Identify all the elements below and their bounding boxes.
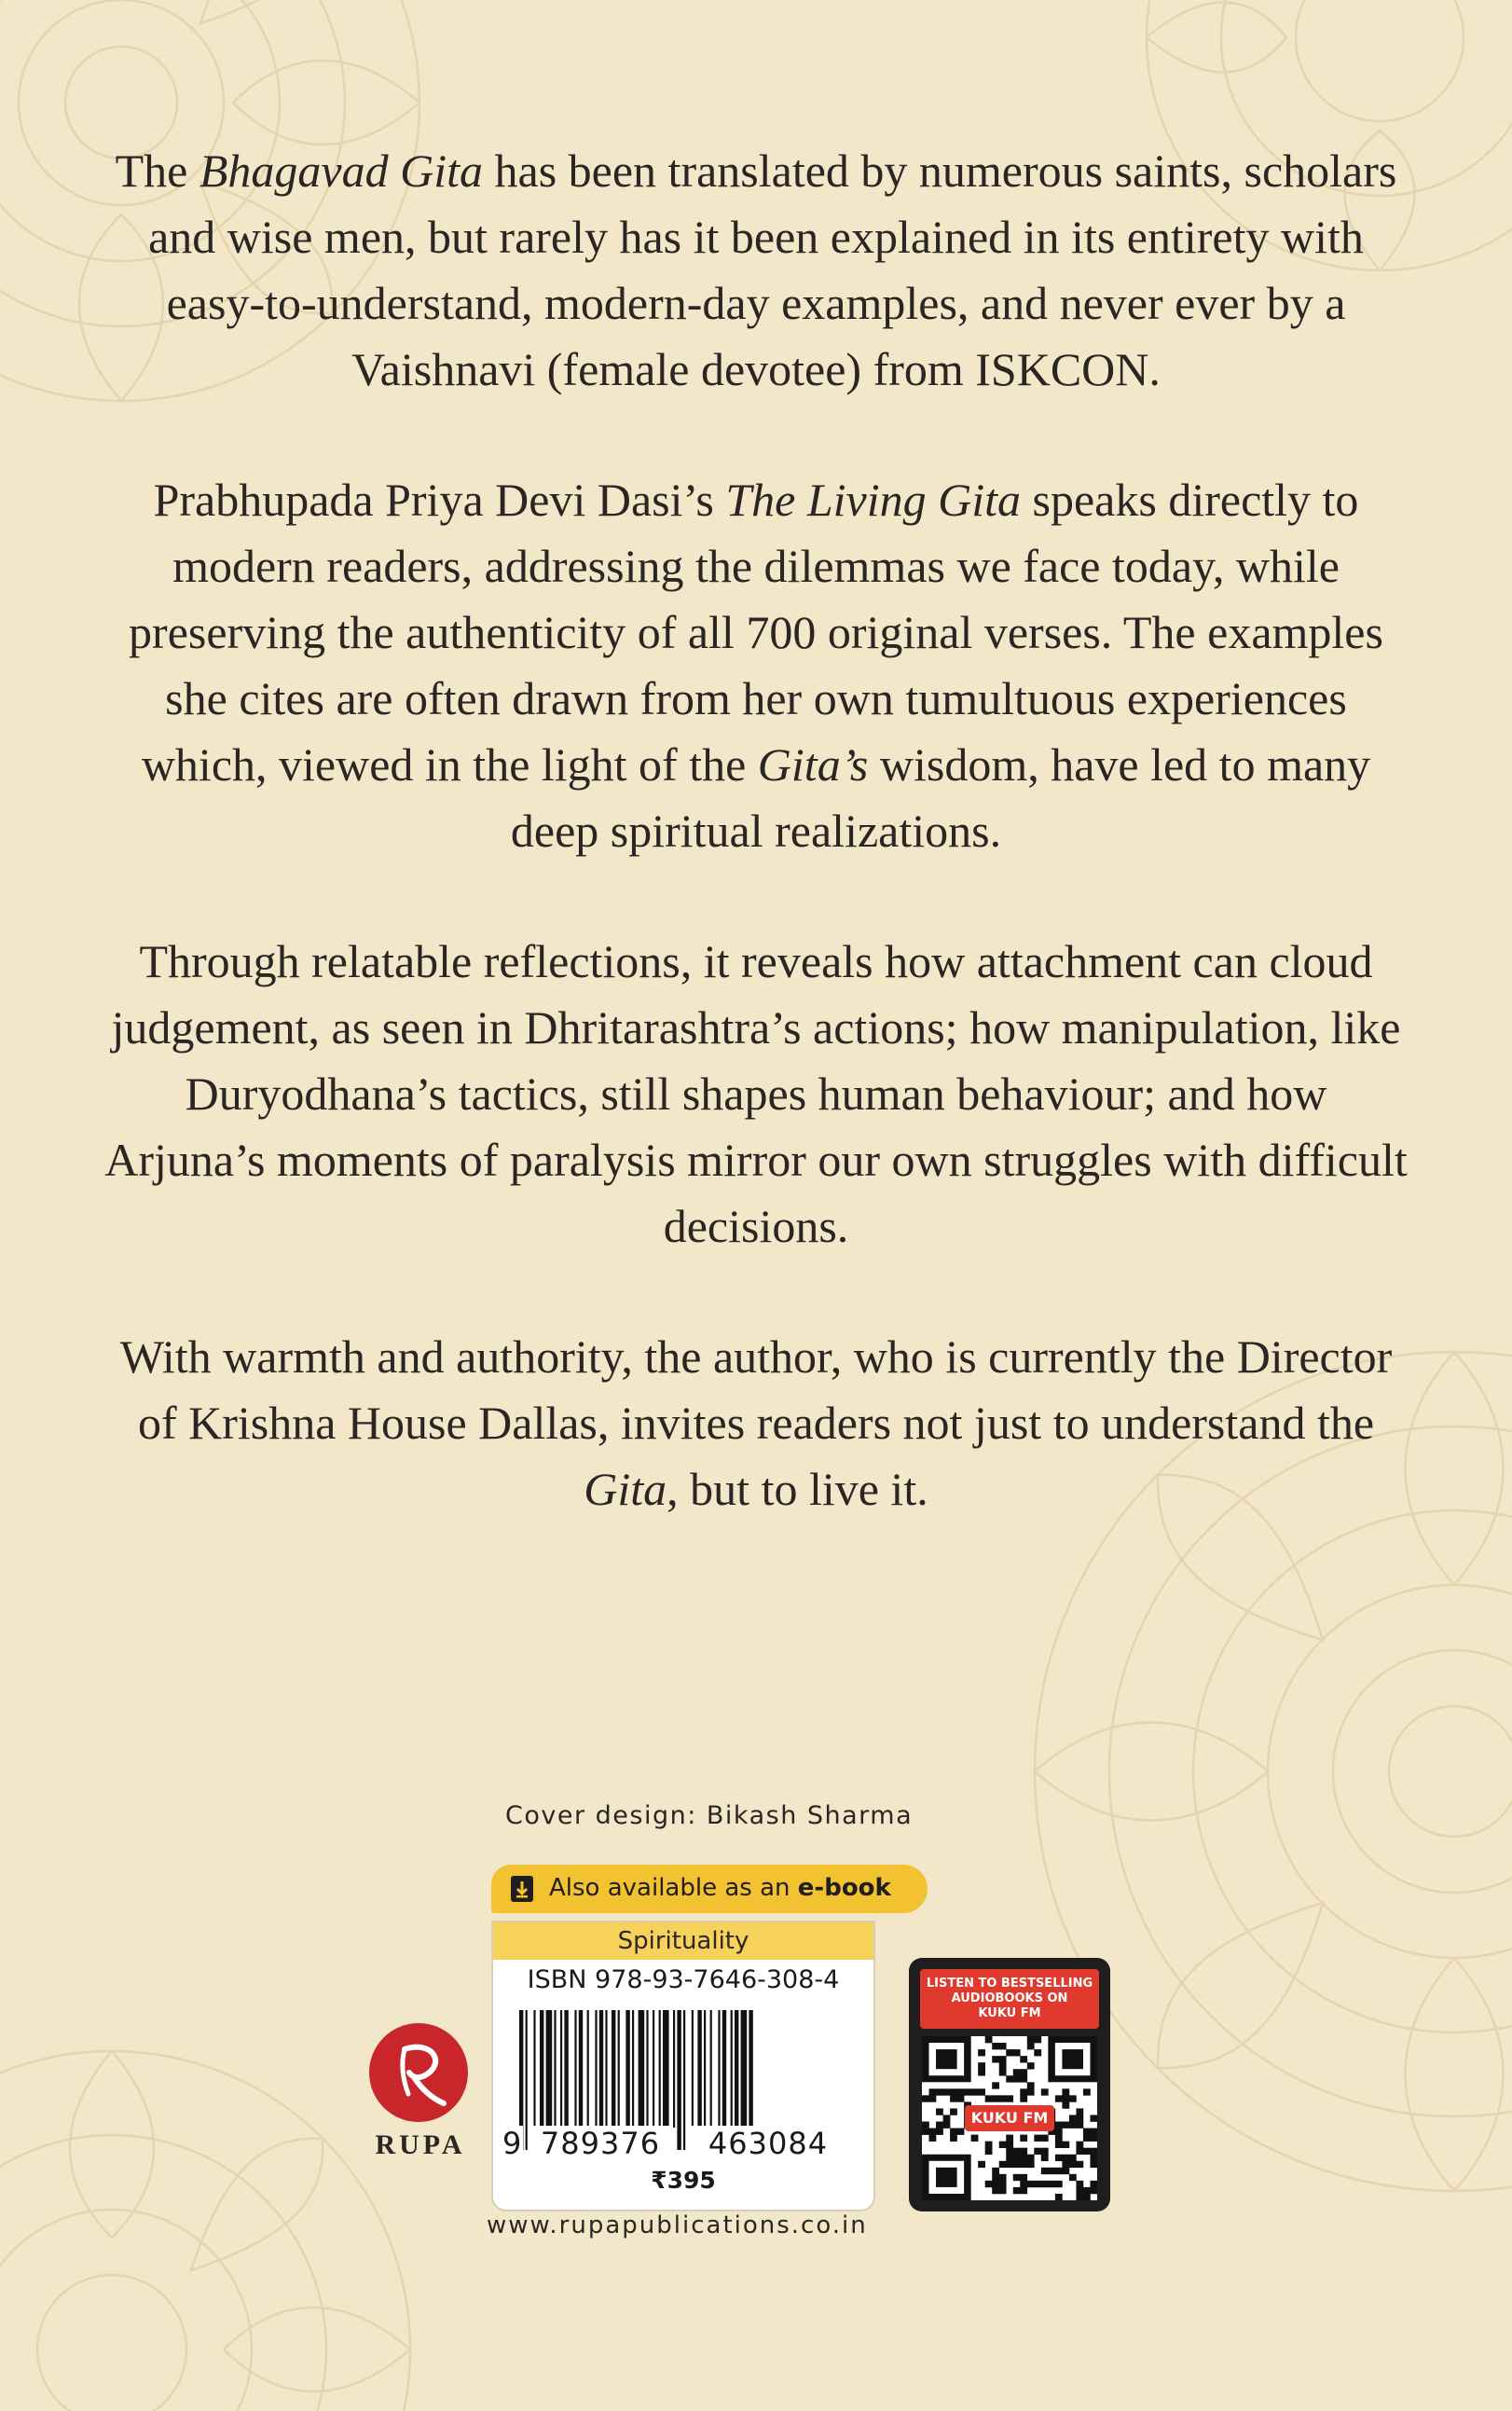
qr-module [1090, 2161, 1097, 2168]
qr-module [950, 2129, 957, 2135]
kuku-banner-line-3: KUKU FM [978, 2006, 1041, 2020]
qr-module [1062, 2088, 1069, 2095]
qr-module [1013, 2069, 1021, 2075]
qr-module [950, 2088, 957, 2095]
barcode-bar [735, 2010, 738, 2128]
qr-module [1083, 2135, 1091, 2142]
qr-module [992, 2181, 999, 2187]
qr-module [1034, 2049, 1041, 2056]
qr-module [1083, 2194, 1091, 2200]
qr-module [1006, 2161, 1013, 2168]
qr-module [999, 2187, 1007, 2194]
qr-module [1083, 2187, 1091, 2194]
barcode-bar [560, 2010, 562, 2128]
download-icon [508, 1875, 536, 1903]
category-label: Spirituality [493, 1922, 873, 1960]
qr-module [1090, 2181, 1097, 2187]
italic-title-run: Bhagavad Gita [199, 145, 484, 197]
qr-module [1034, 2036, 1041, 2043]
barcode-bar [579, 2010, 583, 2128]
qr-module [1090, 2115, 1097, 2121]
qr-module [999, 2056, 1007, 2062]
qr-module [1069, 2161, 1077, 2168]
qr-module [1076, 2108, 1083, 2115]
barcode-bar [639, 2010, 645, 2128]
barcode-bar [697, 2010, 701, 2128]
rupa-logo-icon [367, 2021, 470, 2124]
barcode-bar [612, 2010, 615, 2128]
barcode-bar [677, 2010, 680, 2150]
qr-module [1055, 2122, 1063, 2129]
italic-title-run: The Living Gita [725, 474, 1022, 526]
qr-module [929, 2095, 937, 2101]
qr-module [999, 2174, 1007, 2181]
italic-title-run: Gita’s [757, 738, 869, 791]
qr-module [971, 2088, 979, 2095]
isbn-text: ISBN 978-93-7646-308-4 [527, 1965, 840, 1994]
qr-module [1062, 2142, 1069, 2148]
qr-module [985, 2036, 993, 2043]
qr-module [999, 2095, 1007, 2101]
qr-finder-pattern [1062, 2049, 1083, 2069]
qr-module [1020, 2075, 1027, 2082]
kuku-fm-logo: KUKU FM [965, 2105, 1054, 2131]
qr-module [1020, 2135, 1027, 2142]
barcode-bar [599, 2010, 603, 2128]
qr-module [992, 2168, 999, 2174]
qr-module [1020, 2069, 1027, 2075]
qr-module [1020, 2181, 1027, 2187]
text-run: The [115, 145, 199, 197]
qr-module [1013, 2049, 1021, 2056]
qr-module [978, 2049, 985, 2056]
qr-module [1020, 2148, 1027, 2155]
qr-finder-pattern [936, 2049, 957, 2069]
qr-module [978, 2062, 985, 2069]
qr-module [1076, 2142, 1083, 2148]
qr-module [936, 2129, 943, 2135]
qr-module [978, 2069, 985, 2075]
barcode-bar [663, 2010, 669, 2128]
qr-module [922, 2095, 929, 2101]
qr-module [957, 2088, 965, 2095]
qr-module [999, 2181, 1007, 2187]
qr-module [999, 2043, 1007, 2049]
barcode-bar [741, 2010, 748, 2128]
barcode-bar [692, 2010, 694, 2128]
qr-module [999, 2161, 1007, 2168]
qr-module [1006, 2148, 1013, 2155]
blurb-paragraph-2 [103, 467, 1409, 864]
barcode-bar [722, 2010, 726, 2128]
qr-module [1048, 2181, 1055, 2187]
blurb-paragraph-4 [103, 1324, 1409, 1522]
barcode-bar [587, 2010, 589, 2128]
qr-module [1076, 2122, 1083, 2129]
qr-module [1013, 2075, 1021, 2082]
price: ₹395 [651, 2167, 716, 2194]
qr-module [1076, 2161, 1083, 2168]
qr-module [1027, 2043, 1035, 2049]
qr-module [943, 2088, 951, 2095]
qr-module [1020, 2174, 1027, 2181]
isbn-barcode-label [491, 1921, 875, 2211]
qr-module [1006, 2075, 1013, 2082]
qr-module [1027, 2181, 1035, 2187]
qr-module [1090, 2155, 1097, 2161]
publisher-website: www.rupapublications.co.in [487, 2211, 868, 2239]
kuku-banner [920, 1969, 1099, 2029]
barcode-bar [564, 2010, 568, 2128]
text-run: , but to live it. [667, 1463, 928, 1515]
qr-module [1027, 2155, 1035, 2161]
qr-module [992, 2082, 999, 2088]
qr-module [1048, 2168, 1055, 2174]
qr-module [1076, 2148, 1083, 2155]
qr-module [971, 2135, 979, 2142]
barcode-bar [625, 2010, 629, 2128]
barcode-bar [673, 2010, 675, 2128]
text-run: With warmth and authority, the author, who is currently the Director of Krishna House Dallas, invites readers not just to understand the [119, 1330, 1393, 1449]
text-run: wisdom, have led to many deep spiritual realizations. [510, 738, 1371, 857]
qr-module [922, 2129, 929, 2135]
qr-module [922, 2122, 929, 2129]
qr-module [950, 2095, 957, 2101]
qr-module [1020, 2187, 1027, 2194]
qr-module [1041, 2181, 1049, 2187]
qr-module [1090, 2135, 1097, 2142]
qr-module [999, 2142, 1007, 2148]
qr-module [1034, 2181, 1041, 2187]
qr-module [1020, 2161, 1027, 2168]
italic-title-run: Gita [584, 1463, 667, 1515]
qr-module [1013, 2174, 1021, 2181]
qr-module [1055, 2095, 1063, 2101]
barcode-bar [632, 2010, 634, 2128]
text-run: has been translated by numerous saints, scholars and wise men, but rarely has it been explained in its entirety with easy-to-understand, modern-day examples, and never ever by a Vaishnavi (female devotee) from ISKCON. [148, 145, 1397, 395]
qr-module [936, 2122, 943, 2129]
qr-module [957, 2129, 965, 2135]
qr-module [1041, 2155, 1049, 2161]
qr-module [992, 2043, 999, 2049]
qr-module [1069, 2122, 1077, 2129]
kuku-banner-line-1: LISTEN TO BESTSELLING [926, 1977, 1093, 1991]
qr-module [1006, 2049, 1013, 2056]
qr-module [1006, 2095, 1013, 2101]
qr-module [1027, 2062, 1035, 2069]
qr-module [1034, 2148, 1041, 2155]
barcode-bar [683, 2010, 685, 2150]
barcode-bar [554, 2010, 556, 2128]
blurb-paragraph-3 [103, 929, 1409, 1260]
qr-module [992, 2095, 999, 2101]
qr-module [1034, 2135, 1041, 2142]
ebook-availability-tab [491, 1865, 928, 1913]
qr-module [1041, 2168, 1049, 2174]
qr-module [964, 2088, 971, 2095]
qr-module [1041, 2088, 1049, 2095]
barcode-bar [646, 2010, 648, 2128]
qr-module [1027, 2088, 1035, 2095]
ebook-text: Also available as an e-book [549, 1874, 891, 1902]
qr-module [1083, 2088, 1091, 2095]
qr-module [1062, 2095, 1069, 2101]
qr-module [1020, 2088, 1027, 2095]
qr-module [1062, 2155, 1069, 2161]
qr-module [1076, 2181, 1083, 2187]
qr-module [1006, 2135, 1013, 2142]
kuku-banner-line-2: AUDIOBOOKS ON [951, 1991, 1068, 2005]
qr-module [1090, 2148, 1097, 2155]
barcode-bar [659, 2010, 661, 2128]
qr-module [1076, 2115, 1083, 2121]
qr-module [943, 2115, 951, 2121]
barcode-bar [546, 2010, 553, 2128]
qr-module [957, 2095, 965, 2101]
text-run: speaks directly to modern readers, addressing the dilemmas we face today, while preserving the authenticity of all 700 original verses. The examples she cites are often drawn from her own tumultuous experiences which, viewed in the light of the [129, 474, 1383, 791]
qr-module [1062, 2101, 1069, 2108]
qr-module [1069, 2155, 1077, 2161]
text-run: Prabhupada Priya Devi Dasi’s [153, 474, 726, 526]
qr-module [978, 2088, 985, 2095]
qr-module [1083, 2129, 1091, 2135]
blurb-paragraph-1 [103, 138, 1409, 403]
barcode-digits-right: 463084 [691, 2126, 845, 2161]
qr-module [1055, 2168, 1063, 2174]
qr-module [950, 2108, 957, 2115]
qr-module [1006, 2142, 1013, 2148]
qr-module [992, 2056, 999, 2062]
qr-module [1090, 2129, 1097, 2135]
qr-module [1055, 2142, 1063, 2148]
barcode-bar [731, 2010, 733, 2128]
qr-module [943, 2122, 951, 2129]
qr-module [978, 2161, 985, 2168]
qr-module [1083, 2148, 1091, 2155]
barcode-bar [618, 2010, 620, 2128]
qr-module [1076, 2187, 1083, 2194]
qr-module [992, 2187, 999, 2194]
qr-module [950, 2135, 957, 2142]
publisher-name: RUPA [375, 2129, 466, 2160]
blurb-text [103, 138, 1409, 1587]
qr-module [1013, 2187, 1021, 2194]
barcode-bar [710, 2010, 712, 2128]
qr-module [1062, 2168, 1069, 2174]
qr-module [1006, 2155, 1013, 2161]
qr-module [1020, 2095, 1027, 2101]
qr-module [936, 2088, 943, 2095]
barcode-bar [595, 2010, 597, 2128]
qr-module [929, 2135, 937, 2142]
qr-module [999, 2069, 1007, 2075]
barcode-bar [526, 2010, 528, 2150]
qr-module [1020, 2155, 1027, 2161]
qr-module [999, 2062, 1007, 2069]
qr-module [936, 2108, 943, 2115]
barcode-bar [718, 2010, 720, 2128]
qr-module [985, 2095, 993, 2101]
qr-module [929, 2088, 937, 2095]
qr-module [929, 2129, 937, 2135]
qr-module [1013, 2148, 1021, 2155]
qr-module [1076, 2194, 1083, 2200]
qr-module [985, 2148, 993, 2155]
qr-module [1055, 2181, 1063, 2187]
qr-module [1069, 2115, 1077, 2121]
qr-module [1069, 2095, 1077, 2101]
qr-module [1013, 2161, 1021, 2168]
qr-module [1055, 2135, 1063, 2142]
qr-module [1027, 2082, 1035, 2088]
qr-module [1013, 2155, 1021, 2161]
cover-design-credit: Cover design: Bikash Sharma [505, 1801, 914, 1830]
barcode-bar [605, 2010, 607, 2128]
qr-module [1055, 2155, 1063, 2161]
barcode-bar [540, 2010, 543, 2128]
qr-module [1062, 2122, 1069, 2129]
barcode-bar [653, 2010, 654, 2128]
qr-module [1062, 2161, 1069, 2168]
barcode-digit-first: 9 [502, 2126, 522, 2161]
barcode-bar [704, 2010, 706, 2128]
qr-module [1055, 2129, 1063, 2135]
qr-module [1069, 2174, 1077, 2181]
qr-module [1027, 2161, 1035, 2168]
qr-module [985, 2142, 993, 2148]
qr-module [1041, 2135, 1049, 2142]
qr-module [1027, 2036, 1035, 2043]
barcode-bar [574, 2010, 576, 2128]
barcode-bar [533, 2010, 535, 2128]
qr-module [1041, 2148, 1049, 2155]
qr-module [1055, 2194, 1063, 2200]
qr-module [1090, 2187, 1097, 2194]
barcode-digits-left: 789376 [530, 2126, 670, 2161]
qr-module [1020, 2056, 1027, 2062]
qr-module [985, 2181, 993, 2187]
qr-finder-pattern [936, 2168, 957, 2187]
qr-module [992, 2174, 999, 2181]
text-run: Through relatable reflections, it reveals how attachment can cloud judgement, as seen in Dhritarashtra’s actions; how manipulation, like Duryodhana’s tactics, still shapes human behaviour; and how Arjuna’s moments of paralysis mirror our own struggles with difficult decisions. [104, 935, 1408, 1252]
kuku-fm-qr-card [909, 1958, 1110, 2211]
